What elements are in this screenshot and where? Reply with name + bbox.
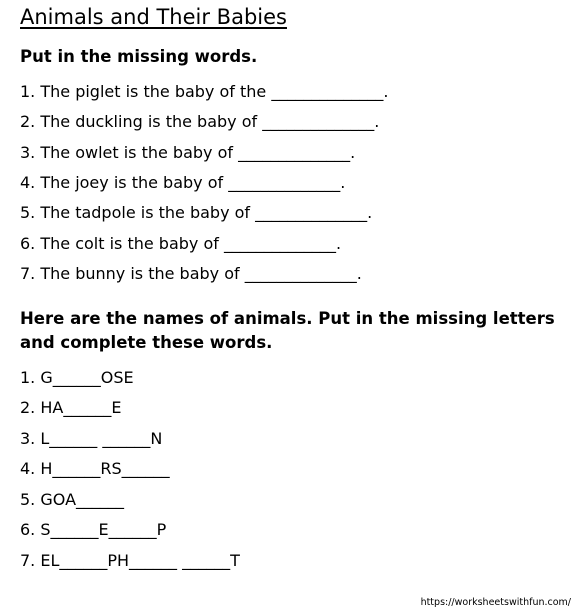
question-3: 3. The owlet is the baby of ______________. — [20, 143, 356, 162]
section2-heading-line-2: and complete these words. — [20, 333, 273, 352]
word-3: 3. L______ ______N — [20, 429, 163, 448]
word-5: 5. GOA______ — [20, 490, 125, 509]
word-7: 7. EL______PH______ ______T — [20, 551, 240, 570]
word-2: 2. HA______E — [20, 398, 122, 417]
question-7: 7. The bunny is the baby of ______________. — [20, 264, 362, 283]
source-url: https://worksheetswithfun.com/ — [420, 597, 571, 608]
section2-heading-line-1: Here are the names of animals. Put in the missing letters — [20, 309, 555, 328]
word-4: 4. H______RS______ — [20, 459, 170, 478]
word-1: 1. G______OSE — [20, 368, 134, 387]
worksheet-title: Animals and Their Babies — [20, 5, 287, 29]
section1-heading: Put in the missing words. — [20, 47, 258, 66]
question-5: 5. The tadpole is the baby of ______________. — [20, 203, 373, 222]
question-2: 2. The duckling is the baby of ______________. — [20, 112, 380, 131]
question-4: 4. The joey is the baby of ______________. — [20, 173, 346, 192]
question-1: 1. The piglet is the baby of the ______________. — [20, 82, 389, 101]
question-6: 6. The colt is the baby of ______________. — [20, 234, 342, 253]
word-6: 6. S______E______P — [20, 520, 167, 539]
section2-heading — [20, 307, 555, 355]
